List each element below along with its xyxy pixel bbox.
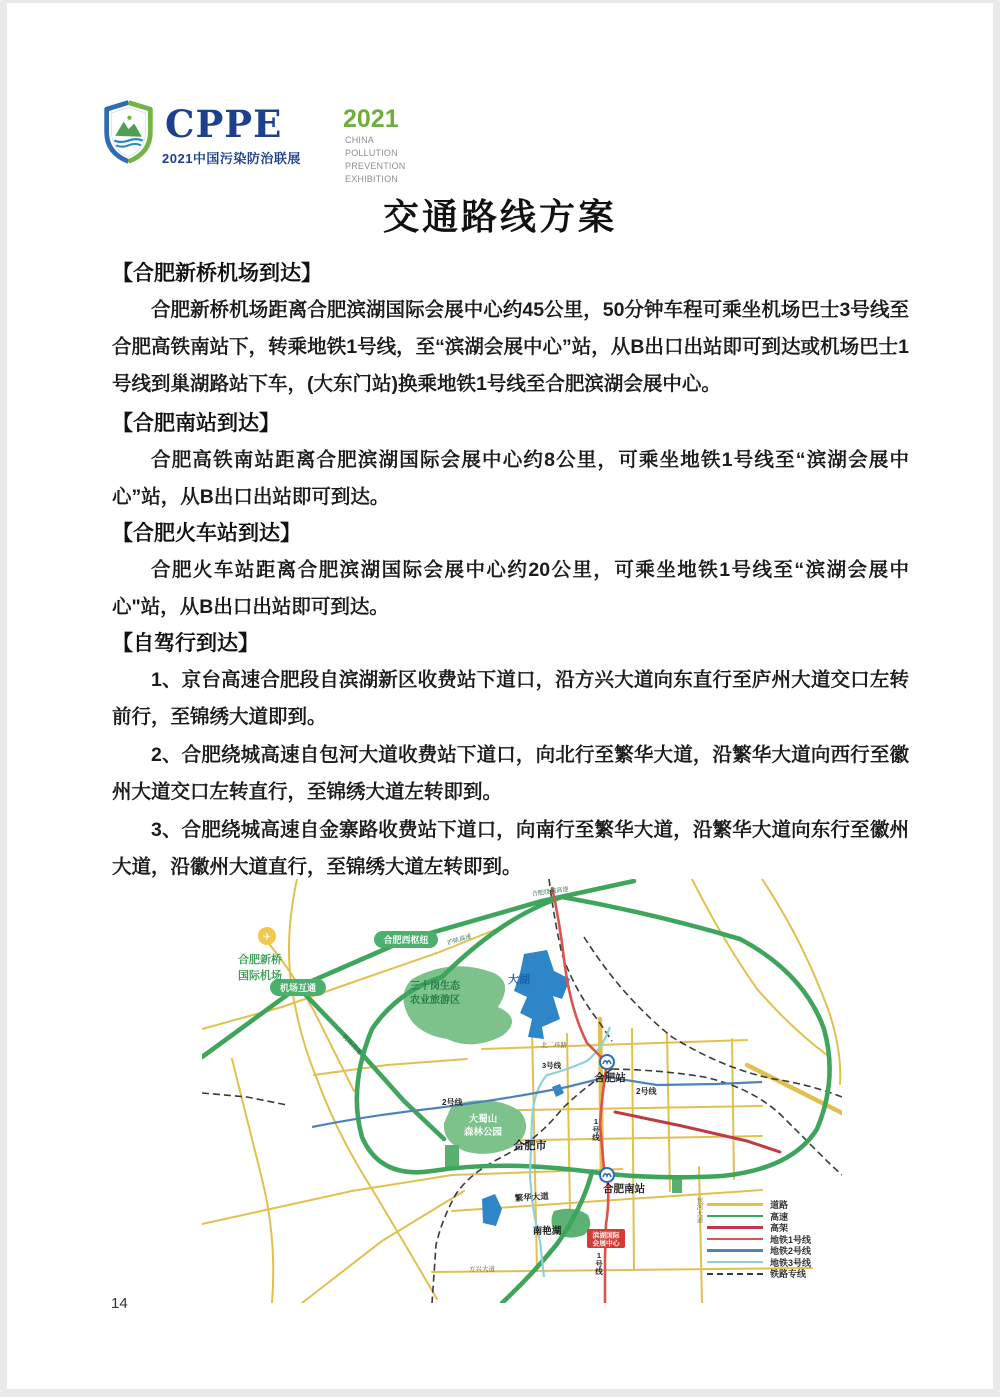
- hefei-south-station-icon: [600, 1168, 614, 1182]
- mountain-park-label-line2: 森林公园: [463, 1127, 503, 1138]
- highway-label-hushan: 沪陕高速: [446, 932, 473, 947]
- highway-label-airport: 机场高速: [340, 1033, 363, 1057]
- svg-text:合肥西枢纽: 合肥西枢纽: [383, 935, 429, 945]
- section-heading-south-station: 【合肥南站到达】: [112, 412, 280, 435]
- paragraph-driving-2: 2、合肥绕城高速自包河大道收费站下道口，向北行至繁华大道，沿繁华大道向西行至徽州大道交口左转直行，至锦绣大道左转即到。: [112, 744, 909, 803]
- hefei-south-station-label: 合肥南站: [603, 1183, 645, 1195]
- metro1-label-lower: 1号线: [594, 1251, 604, 1275]
- eco-area-label-line1: 三十岗生态: [410, 981, 460, 992]
- venue-badge: [587, 1229, 625, 1248]
- document-page: [7, 3, 993, 1389]
- road-label-fangxing: 方兴大道: [469, 1266, 495, 1273]
- legend-item: 地铁1号线: [707, 1234, 837, 1245]
- metro2-label-left: 2号线: [442, 1098, 463, 1107]
- airport-icon: [258, 927, 276, 945]
- logo-year-text: 2021: [343, 105, 399, 133]
- section-heading-driving: 【自驾行到达】: [112, 632, 259, 655]
- nanyan-lake-label: 南艳湖: [532, 1226, 562, 1237]
- paragraph-railway-station: 合肥火车站距离合肥滨湖国际会展中心约20公里，可乘坐地铁1号线至“滨湖会展中心"站，从B出口出站即可到达。: [112, 559, 909, 618]
- highway-label-ring: 合肥绕城高速: [531, 885, 570, 898]
- shield-logo-icon: [100, 98, 157, 166]
- eco-area-label-line2: 农业旅游区: [410, 995, 460, 1006]
- svg-text:滨湖国际: 滨湖国际: [592, 1232, 620, 1240]
- paragraph-driving-1: 1、京台高速合肥段自滨湖新区收费站下道口，沿方兴大道向东直行至庐州大道交口左转前行，至锦绣大道即到。: [112, 669, 909, 728]
- map-pill-hub-west: [374, 931, 438, 948]
- metro1-label-upper: 1号线: [591, 1117, 601, 1141]
- logo-cppe-text: CPPE: [165, 102, 283, 146]
- legend-item: 地铁3号线: [707, 1257, 837, 1268]
- metro3-label: 3号线: [542, 1061, 562, 1070]
- legend-item: 高速: [707, 1211, 837, 1222]
- road-label-fanhua: 繁华大道: [514, 1190, 550, 1204]
- paragraph-airport: 合肥新桥机场距离合肥滨湖国际会展中心约45公里，50分钟车程可乘坐机场巴士3号线至合肥高铁南站下，转乘地铁1号线，至“滨湖会展中心”站，从B出口出站即可到达或机场巴士1号线到巢湖路站下车，(大东门站)换乘地铁1号线至合肥滨湖会展中心。: [112, 299, 909, 395]
- section-heading-airport: 【合肥新桥机场到达】: [112, 262, 322, 285]
- legend-item: 地铁2号线: [707, 1245, 837, 1256]
- page-title: 交通路线方案: [382, 196, 617, 237]
- metro2-label-right: 2号线: [636, 1087, 657, 1096]
- road-label-baohe: 包河大道: [695, 1197, 703, 1223]
- svg-text:会展中心: 会展中心: [592, 1240, 620, 1248]
- logo-en-text: CHINA POLLUTION PREVENTION EXHIBITION: [345, 135, 406, 185]
- cppe-logo: [100, 98, 420, 185]
- paragraph-driving-3: 3、合肥绕城高速自金寨路收费站下道口，向南行至繁华大道，沿繁华大道向东行至徽州大道，沿徽州大道直行，至锦绣大道左转即到。: [112, 819, 909, 878]
- logo-cn-text: 2021中国污染防治联展: [162, 151, 301, 166]
- section-heading-railway-station: 【合肥火车站到达】: [112, 522, 301, 545]
- reservoir-label: 大湖: [508, 974, 530, 986]
- hefei-city-label: 合肥市: [513, 1140, 547, 1152]
- map-legend: [707, 1199, 837, 1280]
- svg-text:✈: ✈: [262, 932, 272, 943]
- map-metro2-layer: [312, 1077, 762, 1127]
- svg-text:机场互通: 机场互通: [279, 983, 317, 993]
- legend-item: 高架: [707, 1222, 837, 1233]
- hefei-station-label: 合肥站: [594, 1072, 626, 1084]
- legend-item: 铁路专线: [707, 1268, 837, 1279]
- paragraph-south-station: 合肥高铁南站距离合肥滨湖国际会展中心约8公里，可乘坐地铁1号线至“滨湖会展中心”站，从B出口出站即可到达。: [112, 449, 909, 508]
- airport-label-line2: 国际机场: [238, 970, 282, 982]
- airport-label-line1: 合肥新桥: [238, 954, 282, 966]
- page-number: 14: [111, 1295, 128, 1312]
- hefei-station-icon: [600, 1055, 614, 1069]
- legend-item: 道路: [707, 1199, 837, 1210]
- map-elevated-layer: [615, 1112, 780, 1152]
- mountain-park-label-line1: 大蜀山: [468, 1114, 498, 1125]
- road-label-north-2nd-ring: 北二环路: [541, 1042, 567, 1049]
